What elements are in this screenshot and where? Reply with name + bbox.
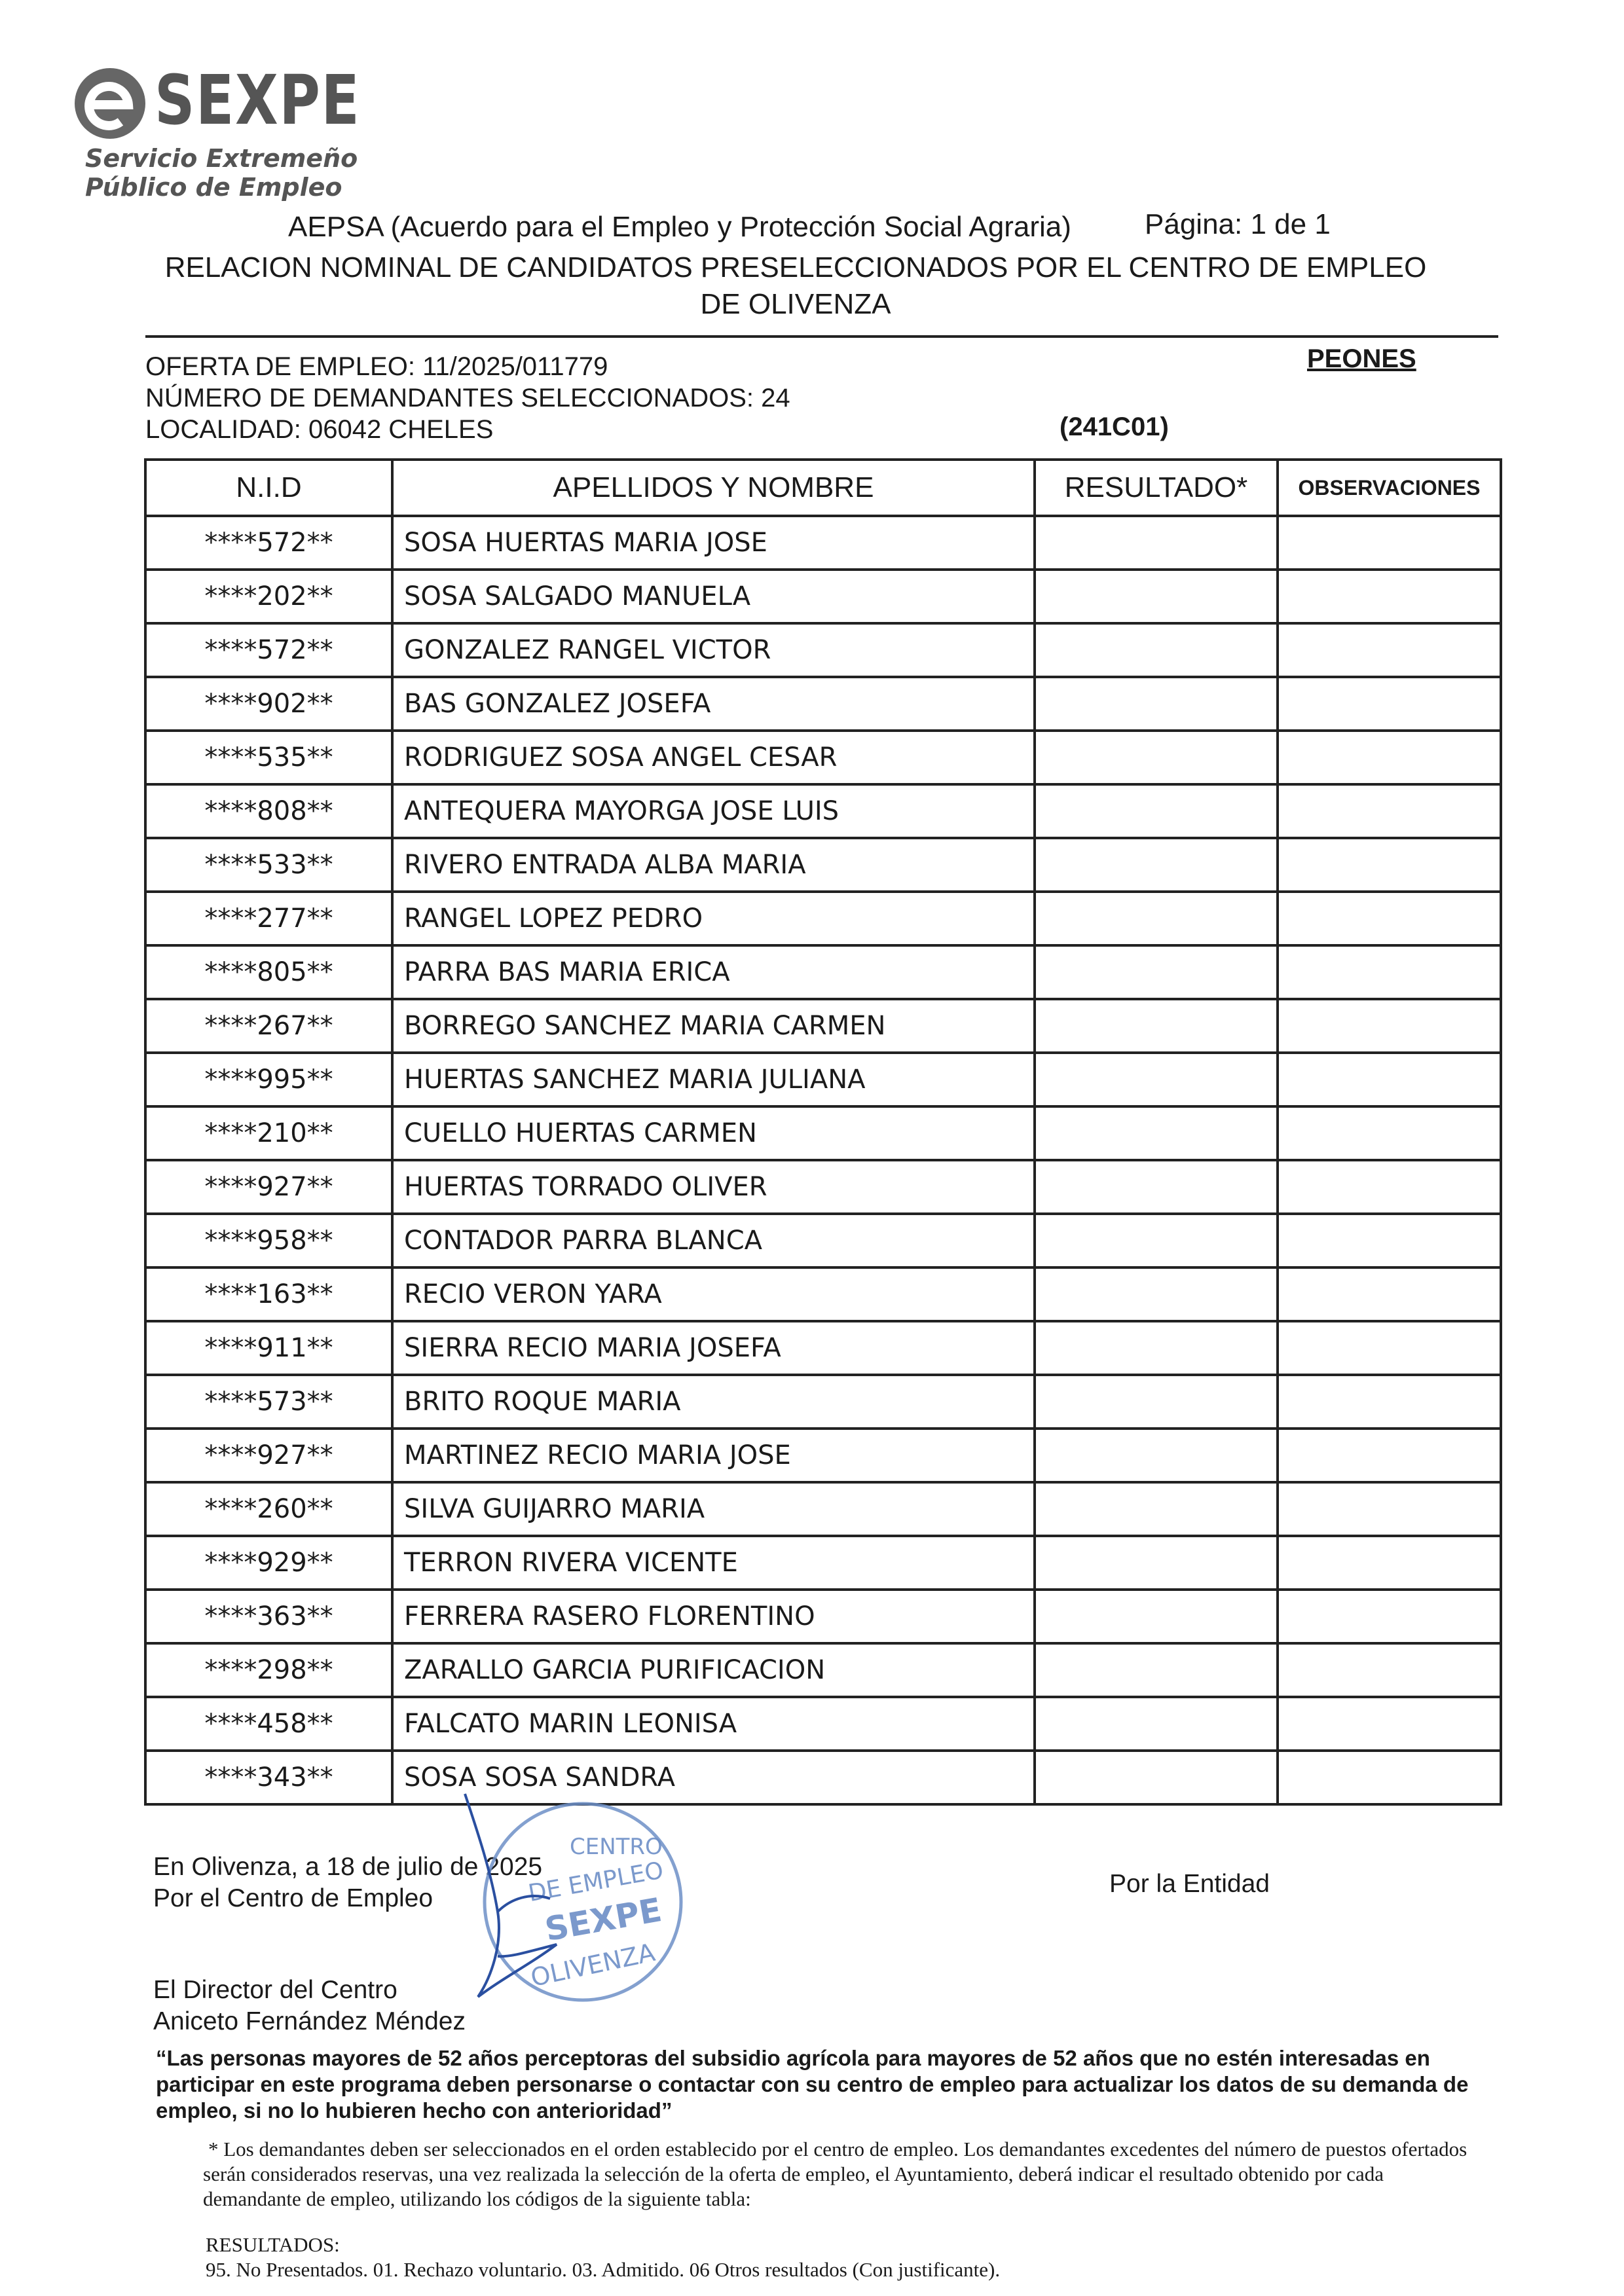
observations-cell <box>1278 1643 1501 1697</box>
name-cell: MARTINEZ RECIO MARIA JOSE <box>392 1429 1035 1482</box>
table-row <box>145 1429 1501 1482</box>
page-indicator: Página: 1 de 1 <box>1145 208 1331 240</box>
nid-cell: ****458** <box>145 1697 392 1751</box>
document-title-line2: DE OLIVENZA <box>700 288 891 320</box>
nid-cell: ****572** <box>145 623 392 677</box>
result-cell <box>1035 1267 1278 1321</box>
result-cell <box>1035 1160 1278 1214</box>
table-row <box>145 999 1501 1053</box>
column-header-observations: OBSERVACIONES <box>1278 460 1501 516</box>
table-row <box>145 945 1501 999</box>
observations-cell <box>1278 570 1501 623</box>
result-cell <box>1035 784 1278 838</box>
name-cell: SILVA GUIJARRO MARIA <box>392 1482 1035 1536</box>
name-cell: GONZALEZ RANGEL VICTOR <box>392 623 1035 677</box>
name-cell: TERRON RIVERA VICENTE <box>392 1536 1035 1590</box>
nid-cell: ****363** <box>145 1590 392 1643</box>
occupation-code: (241C01) <box>1060 412 1169 441</box>
name-cell: ZARALLO GARCIA PURIFICACION <box>392 1643 1035 1697</box>
table-row <box>145 1053 1501 1106</box>
result-cell <box>1035 623 1278 677</box>
result-cell <box>1035 1590 1278 1643</box>
table-row <box>145 1590 1501 1643</box>
name-cell: CONTADOR PARRA BLANCA <box>392 1214 1035 1267</box>
sexpe-e-icon <box>71 64 149 143</box>
table-row <box>145 1536 1501 1590</box>
name-cell: BAS GONZALEZ JOSEFA <box>392 677 1035 731</box>
name-cell: FERRERA RASERO FLORENTINO <box>392 1590 1035 1643</box>
table-row <box>145 1482 1501 1536</box>
signature-date: En Olivenza, a 18 de julio de 2025 <box>153 1853 543 1881</box>
stamp-line4: OLIVENZA <box>528 1937 658 1993</box>
nid-cell: ****902** <box>145 677 392 731</box>
logo-subtitle-2: Público de Empleo <box>85 173 342 202</box>
nid-cell: ****535** <box>145 731 392 784</box>
column-header-name: APELLIDOS Y NOMBRE <box>392 460 1035 516</box>
locality: LOCALIDAD: 06042 CHELES <box>145 415 494 444</box>
table-row <box>145 1106 1501 1160</box>
nid-cell: ****277** <box>145 892 392 945</box>
table-row <box>145 1321 1501 1375</box>
result-cell <box>1035 999 1278 1053</box>
name-cell: SIERRA RECIO MARIA JOSEFA <box>392 1321 1035 1375</box>
result-cell <box>1035 1697 1278 1751</box>
result-cell <box>1035 1375 1278 1429</box>
observations-cell <box>1278 1590 1501 1643</box>
table-row <box>145 677 1501 731</box>
director-title: El Director del Centro <box>153 1976 397 2004</box>
name-cell: HUERTAS SANCHEZ MARIA JULIANA <box>392 1053 1035 1106</box>
table-row <box>145 1160 1501 1214</box>
observations-cell <box>1278 623 1501 677</box>
table-row <box>145 731 1501 784</box>
nid-cell: ****260** <box>145 1482 392 1536</box>
table-row <box>145 1697 1501 1751</box>
table-row <box>145 623 1501 677</box>
name-cell: SOSA HUERTAS MARIA JOSE <box>392 516 1035 570</box>
observations-cell <box>1278 784 1501 838</box>
observations-cell <box>1278 1053 1501 1106</box>
nid-cell: ****958** <box>145 1214 392 1267</box>
stamp-line1: CENTRO <box>570 1834 663 1860</box>
header-divider <box>145 335 1498 338</box>
signed-by-centre: Por el Centro de Empleo <box>153 1884 434 1912</box>
result-cell <box>1035 1429 1278 1482</box>
table-row <box>145 1751 1501 1804</box>
result-cell <box>1035 1751 1278 1804</box>
table-row <box>145 838 1501 892</box>
result-cell <box>1035 892 1278 945</box>
observations-cell <box>1278 677 1501 731</box>
sexpe-logo <box>71 60 361 211</box>
result-cell <box>1035 838 1278 892</box>
observations-cell <box>1278 1429 1501 1482</box>
name-cell: SOSA SOSA SANDRA <box>392 1751 1035 1804</box>
nid-cell: ****927** <box>145 1429 392 1482</box>
name-cell: BRITO ROQUE MARIA <box>392 1375 1035 1429</box>
table-row <box>145 1375 1501 1429</box>
selected-count: NÚMERO DE DEMANDANTES SELECCIONADOS: 24 <box>145 384 790 412</box>
table-header-row <box>145 460 1501 516</box>
stamp-line2: DE EMPLEO <box>526 1857 666 1908</box>
name-cell: RIVERO ENTRADA ALBA MARIA <box>392 838 1035 892</box>
observations-cell <box>1278 516 1501 570</box>
observations-cell <box>1278 999 1501 1053</box>
observations-cell <box>1278 1697 1501 1751</box>
name-cell: HUERTAS TORRADO OLIVER <box>392 1160 1035 1214</box>
table-row <box>145 1267 1501 1321</box>
nid-cell: ****929** <box>145 1536 392 1590</box>
results-codes: 95. No Presentados. 01. Rechazo voluntario. 03. Admitido. 06 Otros resultados (Con justificante). <box>206 2258 1001 2281</box>
program-title: AEPSA (Acuerdo para el Empleo y Protección Social Agraria) <box>288 211 1071 243</box>
occupation-label: PEONES <box>1307 344 1416 373</box>
age-notice: “Las personas mayores de 52 años perceptoras del subsidio agrícola para mayores de 52 años que no estén interesadas en participar en este programa deben personarse o contactar con su centro de empleo para actualizar los datos de su demanda de empleo, si no lo hubieren hecho con anterioridad” <box>156 2046 1469 2123</box>
table-row <box>145 570 1501 623</box>
observations-cell <box>1278 731 1501 784</box>
name-cell: RANGEL LOPEZ PEDRO <box>392 892 1035 945</box>
name-cell: FALCATO MARIN LEONISA <box>392 1697 1035 1751</box>
nid-cell: ****202** <box>145 570 392 623</box>
results-title: RESULTADOS: <box>206 2233 340 2256</box>
table-row <box>145 1214 1501 1267</box>
observations-cell <box>1278 1482 1501 1536</box>
name-cell: SOSA SALGADO MANUELA <box>392 570 1035 623</box>
nid-cell: ****573** <box>145 1375 392 1429</box>
result-cell <box>1035 570 1278 623</box>
result-cell <box>1035 1536 1278 1590</box>
candidates-table <box>144 458 1502 1806</box>
observations-cell <box>1278 945 1501 999</box>
table-row <box>145 784 1501 838</box>
logo-subtitle-1: Servicio Extremeño <box>85 144 358 173</box>
name-cell: CUELLO HUERTAS CARMEN <box>392 1106 1035 1160</box>
handwritten-signature <box>452 1781 570 2043</box>
name-cell: PARRA BAS MARIA ERICA <box>392 945 1035 999</box>
stamp-line3: SEXPE <box>542 1891 665 1949</box>
result-cell <box>1035 1643 1278 1697</box>
result-cell <box>1035 1482 1278 1536</box>
result-cell <box>1035 1321 1278 1375</box>
name-cell: RODRIGUEZ SOSA ANGEL CESAR <box>392 731 1035 784</box>
observations-cell <box>1278 1375 1501 1429</box>
nid-cell: ****298** <box>145 1643 392 1697</box>
column-header-nid: N.I.D <box>145 460 392 516</box>
nid-cell: ****163** <box>145 1267 392 1321</box>
result-cell <box>1035 1053 1278 1106</box>
document-title-line1: RELACION NOMINAL DE CANDIDATOS PRESELECCIONADOS POR EL CENTRO DE EMPLEO <box>164 251 1427 283</box>
nid-cell: ****343** <box>145 1751 392 1804</box>
nid-cell: ****210** <box>145 1106 392 1160</box>
observations-cell <box>1278 1751 1501 1804</box>
footnote: * Los demandantes deben ser seleccionados en el orden establecido por el centro de empleo. Los demandantes excedentes del número de puestos ofertados serán considerados reservas, una vez realizada la selección de la oferta de empleo, el Ayuntamiento, deberá indicar el resultado obtenido por cada demandante de empleo, utilizando los códigos de la siguiente tabla: <box>203 2138 1467 2210</box>
observations-cell <box>1278 1214 1501 1267</box>
observations-cell <box>1278 1160 1501 1214</box>
name-cell: BORREGO SANCHEZ MARIA CARMEN <box>392 999 1035 1053</box>
result-cell <box>1035 945 1278 999</box>
logo-wordmark: SEXPE <box>155 60 361 140</box>
nid-cell: ****572** <box>145 516 392 570</box>
nid-cell: ****995** <box>145 1053 392 1106</box>
director-name: Aniceto Fernández Méndez <box>153 2007 466 2035</box>
nid-cell: ****267** <box>145 999 392 1053</box>
nid-cell: ****911** <box>145 1321 392 1375</box>
result-cell <box>1035 516 1278 570</box>
observations-cell <box>1278 838 1501 892</box>
nid-cell: ****805** <box>145 945 392 999</box>
nid-cell: ****533** <box>145 838 392 892</box>
nid-cell: ****808** <box>145 784 392 838</box>
table-row <box>145 1643 1501 1697</box>
observations-cell <box>1278 1321 1501 1375</box>
name-cell: RECIO VERON YARA <box>392 1267 1035 1321</box>
table-row <box>145 516 1501 570</box>
observations-cell <box>1278 1536 1501 1590</box>
table-row <box>145 892 1501 945</box>
observations-cell <box>1278 1106 1501 1160</box>
result-cell <box>1035 1214 1278 1267</box>
signed-by-entity: Por la Entidad <box>1109 1870 1270 1898</box>
result-cell <box>1035 731 1278 784</box>
column-header-result: RESULTADO* <box>1035 460 1278 516</box>
result-cell <box>1035 1106 1278 1160</box>
observations-cell <box>1278 892 1501 945</box>
observations-cell <box>1278 1267 1501 1321</box>
result-cell <box>1035 677 1278 731</box>
name-cell: ANTEQUERA MAYORGA JOSE LUIS <box>392 784 1035 838</box>
offer-number: OFERTA DE EMPLEO: 11/2025/011779 <box>145 352 608 381</box>
nid-cell: ****927** <box>145 1160 392 1214</box>
